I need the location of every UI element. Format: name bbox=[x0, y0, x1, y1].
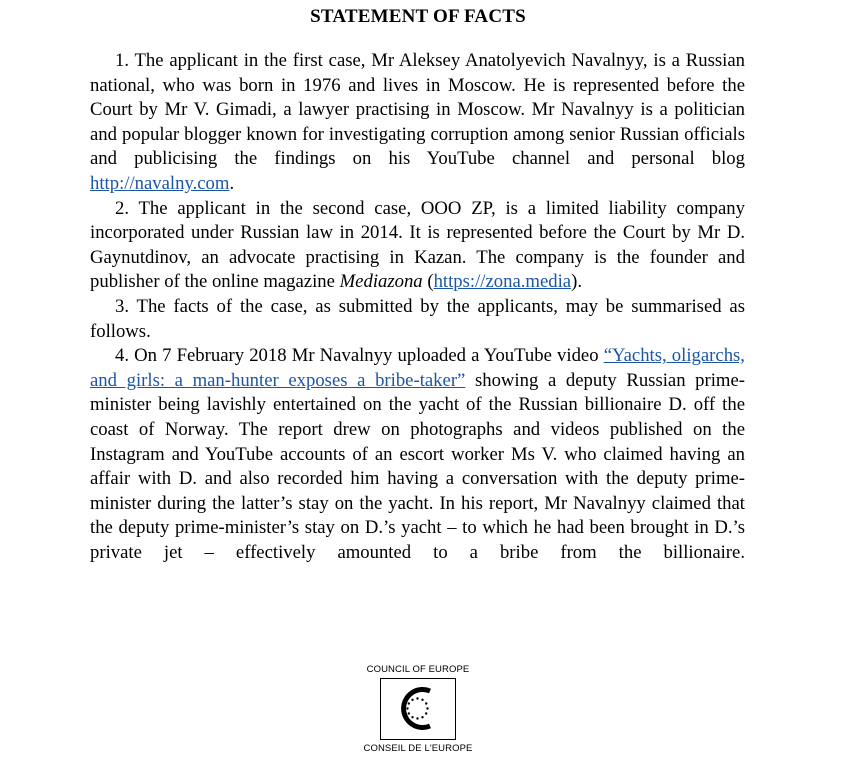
mediazona-link[interactable]: https://zona.media bbox=[433, 271, 572, 293]
navalny-blog-link[interactable]: http://navalny.com bbox=[90, 172, 230, 194]
youtube-video-link[interactable]: “Yachts, oligarchs, and girls: a man-hunter exposes a bribe-taker” bbox=[90, 345, 745, 391]
section-heading: STATEMENT OF FACTS bbox=[310, 6, 526, 27]
paragraph-4-text: showing a deputy Russian prime-minister being lavishly entertained on the yacht of the Russian billionaire D. off the coast of Norway. The report drew on photographs and videos published on the Instagram and YouTube accounts of an escort worker Ms V. who claimed having an affair with D. and also recorded him having a conversation with the deputy prime-minister during the latter’s stay on the yacht. In his report, Mr Navalnyy claimed that the deputy prime-minister’s stay on D.’s yacht – to which he had been brought in D.’s private jet – effectively amounted to a bribe from the billionaire. bbox=[90, 369, 745, 563]
paragraph-4 bbox=[90, 344, 745, 565]
document-body bbox=[90, 49, 745, 565]
star-ring bbox=[406, 697, 428, 719]
logo-top-text: COUNCIL OF EUROPE bbox=[366, 664, 470, 675]
paragraph-1-end: . bbox=[229, 172, 235, 194]
magazine-name: Mediazona bbox=[339, 271, 423, 293]
logo-emblem-box bbox=[380, 678, 456, 740]
council-of-europe-logo bbox=[362, 664, 474, 754]
paragraph-4-start: 4. On 7 February 2018 Mr Navalnyy uploaded a YouTube video bbox=[115, 345, 604, 367]
stars-c-emblem-icon bbox=[381, 679, 454, 738]
paragraph-2-end: ). bbox=[571, 271, 582, 293]
paragraph-2-text: 2. The applicant in the second case, OOO ZP, is a limited liability company incorporated under Russian law in 2014. It is represented before the Court by Mr D. Gaynutdinov, an advocate practising in Kazan. The company is the founder and publisher of the online magazine bbox=[90, 197, 745, 293]
paragraph-1-text: 1. The applicant in the first case, Mr Aleksey Anatolyevich Navalnyy, is a Russian national, who was born in 1976 and lives in Moscow. He is represented before the Court by Mr V. Gimadi, a lawyer practising in Moscow. Mr Navalnyy is a politician and popular blogger known for investigating corruption among senior Russian officials and publicising the findings on his YouTube channel and personal blog bbox=[90, 50, 745, 170]
paragraph-3: 3. The facts of the case, as submitted by the applicants, may be summarised as follows. bbox=[90, 295, 745, 342]
paragraph-2 bbox=[90, 197, 745, 295]
paragraph-1 bbox=[90, 49, 745, 197]
paragraph-2-mid: ( bbox=[422, 271, 434, 293]
logo-bottom-text: CONSEIL DE L'EUROPE bbox=[363, 743, 473, 754]
